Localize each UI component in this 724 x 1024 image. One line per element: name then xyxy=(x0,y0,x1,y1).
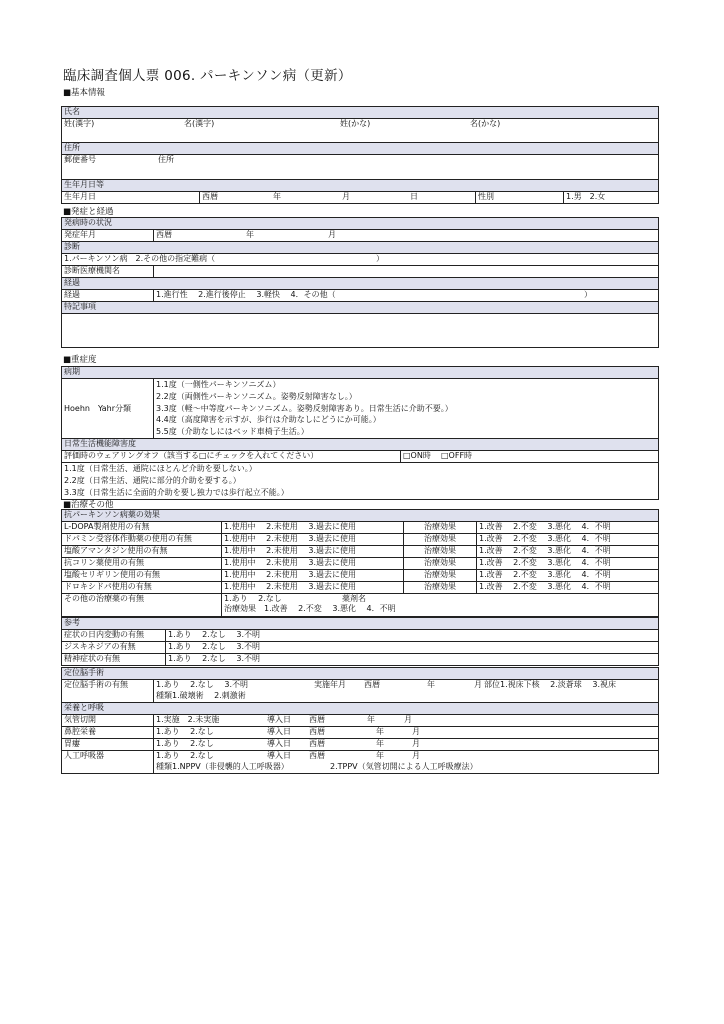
ventilator-type-2: 2.TPPV（気管切開による人工呼吸療法） xyxy=(330,762,478,771)
intro-month: 月 xyxy=(412,739,420,748)
address-label: 住所 xyxy=(158,155,174,164)
intro-year: 年 xyxy=(376,751,384,760)
effect-label: 治療効果 xyxy=(404,570,477,582)
onset-header: 発病時の状況 xyxy=(62,218,659,230)
institution-label: 診断医療機関名 xyxy=(62,266,154,278)
effect-label: 治療効果 xyxy=(404,522,477,534)
ventilator-options[interactable] xyxy=(154,751,659,774)
drug-use-options[interactable]: 1.使用中 2.未使用 3.過去に使用 xyxy=(222,558,404,570)
drug-use-options[interactable]: 1.使用中 2.未使用 3.過去に使用 xyxy=(222,522,404,534)
diagnosis-header: 診断 xyxy=(62,242,659,254)
sei-kana-label: 姓(かな) xyxy=(340,119,371,128)
surgery-type: 種類1.破壊術 2.刺激術 xyxy=(156,691,246,700)
course-close: ） xyxy=(584,290,592,299)
other-drug-name-label: 薬剤名 xyxy=(342,594,366,603)
effect-label: 治療効果 xyxy=(404,582,477,594)
surgery-site: 部位1.視床下核 2.淡蒼球 3.視床 xyxy=(484,680,616,689)
drug-row-label: ドロキシドパ使用の有無 xyxy=(62,582,222,594)
birth-header: 生年月日等 xyxy=(62,180,659,192)
reference-row-label: 精神症状の有無 xyxy=(62,654,166,666)
nutrition-table xyxy=(61,702,659,774)
wearing-off-options[interactable] xyxy=(401,451,659,463)
intro-label: 導入日 xyxy=(267,727,291,736)
stage-item: 3.3度（軽～中等度パーキンソニズム。姿勢反射障害あり。日常生活に介助不要。） xyxy=(156,403,453,413)
intro-year: 年 xyxy=(376,739,384,748)
reference-row-label: 症状の日内変動の有無 xyxy=(62,630,166,642)
adl-item: 2.2度（日常生活、通院に部分的介助を要する。） xyxy=(64,476,241,485)
course-options[interactable] xyxy=(154,290,659,302)
drug-effect-options[interactable]: 1.改善 2.不変 3.悪化 4．不明 xyxy=(477,522,659,534)
course-label: 経過 xyxy=(62,290,154,302)
sex-options[interactable]: 1.男 2.女 xyxy=(564,192,659,204)
intro-month: 月 xyxy=(404,715,412,724)
diagnosis-options[interactable] xyxy=(62,254,659,266)
onset-month: 月 xyxy=(328,230,336,239)
mei-kanji-label: 名(漢字) xyxy=(184,119,215,128)
surgery-year: 年 xyxy=(427,680,435,689)
reference-options[interactable]: 1.あり 2.なし 3.不明 xyxy=(166,630,659,642)
intro-year: 年 xyxy=(376,727,384,736)
nutrition-row-label: 鼻腔栄養 xyxy=(62,727,154,739)
drugs-table xyxy=(61,509,659,617)
nutrition-row-label: 人工呼吸器 xyxy=(62,751,154,774)
drug-use-options[interactable]: 1.使用中 2.未使用 3.過去に使用 xyxy=(222,570,404,582)
drug-use-options[interactable]: 1.使用中 2.未使用 3.過去に使用 xyxy=(222,582,404,594)
wearing-off-label: 評価時のウェアリングオフ（該当する□にチェックを入れてください） xyxy=(62,451,401,463)
birth-table xyxy=(61,179,659,204)
other-drug-line2: 治療効果 1.改善 2.不変 3.悪化 4．不明 xyxy=(224,604,396,613)
birth-era: 西暦 xyxy=(202,192,218,201)
adl-header: 日常生活機能障害度 xyxy=(62,439,659,451)
onset-era: 西暦 xyxy=(156,230,172,239)
reference-row-label: ジスキネジアの有無 xyxy=(62,642,166,654)
nutrition-options: 1.あり 2.なし xyxy=(156,727,214,736)
stage-item: 5.5度（介助なしにはベッド車椅子生活。） xyxy=(156,427,309,437)
course-header: 経過 xyxy=(62,278,659,290)
nutrition-options: 1.あり 2.なし xyxy=(156,751,214,760)
surgery-month: 月 xyxy=(474,680,482,689)
nutrition-options: 1.実施 2.未実施 xyxy=(156,715,220,724)
reference-options[interactable]: 1.あり 2.なし 3.不明 xyxy=(166,654,659,666)
hoehn-yahr-options[interactable] xyxy=(154,379,659,439)
adl-options[interactable] xyxy=(62,463,659,500)
other-drug-label: その他の治療薬の有無 xyxy=(62,594,222,617)
surgery-era: 西暦 xyxy=(364,680,380,689)
onset-label: 発症年月 xyxy=(62,230,154,242)
stage-item: 2.2度（両側性パーキンソニズム。姿勢反射障害なし。） xyxy=(156,391,357,401)
adl-item: 1.1度（日常生活、通院にほとんど介助を要しない。） xyxy=(64,464,257,473)
adl-item: 3.3度（日常生活に全面的介助を要し独力では歩行起立不能。） xyxy=(64,488,289,497)
intro-month: 月 xyxy=(412,751,420,760)
notes-header: 特記事項 xyxy=(62,302,659,314)
onset-date-field[interactable] xyxy=(154,230,659,242)
intro-era: 西暦 xyxy=(309,739,325,748)
onset-table xyxy=(61,217,659,348)
sex-label: 性別 xyxy=(476,192,564,204)
diagnosis-options-text: 1.パーキンソン病 2.その他の指定難病（ xyxy=(64,254,216,263)
birth-date-field[interactable] xyxy=(200,192,476,204)
birth-year: 年 xyxy=(273,192,281,201)
notes-field[interactable] xyxy=(62,314,659,348)
stage-item: 4.4度（高度障害を示すが、歩行は介助なしにどうにか可能。） xyxy=(156,415,381,425)
drug-row-label: 塩酸セリギリン使用の有無 xyxy=(62,570,222,582)
name-table xyxy=(61,106,659,144)
nutrition-row-options[interactable] xyxy=(154,715,659,727)
name-header: 氏名 xyxy=(62,107,659,119)
on-checkbox[interactable]: □ON時 xyxy=(403,451,431,460)
off-checkbox[interactable]: □OFF時 xyxy=(441,451,473,460)
drug-effect-options[interactable]: 1.改善 2.不変 3.悪化 4．不明 xyxy=(477,570,659,582)
section-severity: ■重症度 xyxy=(63,355,97,365)
intro-year: 年 xyxy=(367,715,375,724)
intro-label: 導入日 xyxy=(267,739,291,748)
section-treatment: ■治療その他 xyxy=(63,500,114,510)
surgery-table xyxy=(61,667,659,703)
drug-effect-options[interactable]: 1.改善 2.不変 3.悪化 4．不明 xyxy=(477,534,659,546)
effect-label: 治療効果 xyxy=(404,534,477,546)
effect-label: 治療効果 xyxy=(404,546,477,558)
birth-label: 生年月日 xyxy=(62,192,200,204)
nutrition-row-options[interactable] xyxy=(154,739,659,751)
section-basic: ■基本情報 xyxy=(63,88,106,98)
severity-table xyxy=(61,366,659,500)
drugs-header: 抗パーキンソン病薬の効果 xyxy=(62,510,659,522)
drug-effect-options[interactable]: 1.改善 2.不変 3.悪化 4．不明 xyxy=(477,558,659,570)
intro-era: 西暦 xyxy=(309,715,325,724)
address-row[interactable] xyxy=(62,155,659,180)
other-drug-options[interactable] xyxy=(222,594,659,617)
surgery-label: 定位脳手術の有無 xyxy=(62,680,154,703)
page-title: 臨床調査個人票 006. パーキンソン病（更新） xyxy=(63,68,352,84)
mei-kana-label: 名(かな) xyxy=(470,119,501,128)
intro-era: 西暦 xyxy=(309,751,325,760)
nutrition-row-label: 胃瘻 xyxy=(62,739,154,751)
section-onset: ■発症と経過 xyxy=(63,207,114,217)
birth-day: 日 xyxy=(410,192,418,201)
nutrition-row-options[interactable] xyxy=(154,727,659,739)
sei-kanji-label: 姓(漢字) xyxy=(64,119,95,128)
address-table xyxy=(61,142,659,180)
stage-header: 病期 xyxy=(62,367,659,379)
reference-options[interactable]: 1.あり 2.なし 3.不明 xyxy=(166,642,659,654)
surgery-options[interactable] xyxy=(154,680,659,703)
surgery-date-label: 実施年月 xyxy=(314,680,346,689)
intro-month: 月 xyxy=(412,727,420,736)
stage-item: 1.1度（一側性パーキンソニズム） xyxy=(156,380,281,389)
drug-effect-options[interactable]: 1.改善 2.不変 3.悪化 4．不明 xyxy=(477,546,659,558)
name-row[interactable] xyxy=(62,119,659,144)
drug-use-options[interactable]: 1.使用中 2.未使用 3.過去に使用 xyxy=(222,546,404,558)
surgery-header: 定位脳手術 xyxy=(62,668,659,680)
address-header: 住所 xyxy=(62,143,659,155)
intro-label: 導入日 xyxy=(267,715,291,724)
surgery-yesno: 1.あり 2.なし 3.不明 xyxy=(156,680,248,689)
reference-table xyxy=(61,617,659,666)
diagnosis-close: ） xyxy=(376,254,384,263)
other-drug-line1: 1.あり 2.なし xyxy=(224,594,282,603)
drug-row-label: 塩酸アマンタジン使用の有無 xyxy=(62,546,222,558)
drug-row-label: L-DOPA製剤使用の有無 xyxy=(62,522,222,534)
birth-month: 月 xyxy=(342,192,350,201)
postal-label: 郵便番号 xyxy=(64,155,96,164)
intro-label: 導入日 xyxy=(267,751,291,760)
drug-row-label: ドパミン受容体作動薬の使用の有無 xyxy=(62,534,222,546)
hoehn-yahr-label: Hoehn Yahr分類 xyxy=(62,379,154,439)
nutrition-options: 1.あり 2.なし xyxy=(156,739,214,748)
institution-field[interactable] xyxy=(154,266,659,278)
intro-era: 西暦 xyxy=(309,727,325,736)
nutrition-row-label: 気管切開 xyxy=(62,715,154,727)
onset-year: 年 xyxy=(246,230,254,239)
reference-header: 参考 xyxy=(62,618,659,630)
ventilator-type-1: 種類1.NPPV（非侵襲的人工呼吸器） xyxy=(156,762,289,771)
course-options-text: 1.進行性 2.進行後停止 3.軽快 4．その他（ xyxy=(156,290,336,299)
drug-effect-options[interactable]: 1.改善 2.不変 3.悪化 4．不明 xyxy=(477,582,659,594)
nutrition-header: 栄養と呼吸 xyxy=(62,703,659,715)
drug-row-label: 抗コリン薬使用の有無 xyxy=(62,558,222,570)
effect-label: 治療効果 xyxy=(404,558,477,570)
drug-use-options[interactable]: 1.使用中 2.未使用 3.過去に使用 xyxy=(222,534,404,546)
